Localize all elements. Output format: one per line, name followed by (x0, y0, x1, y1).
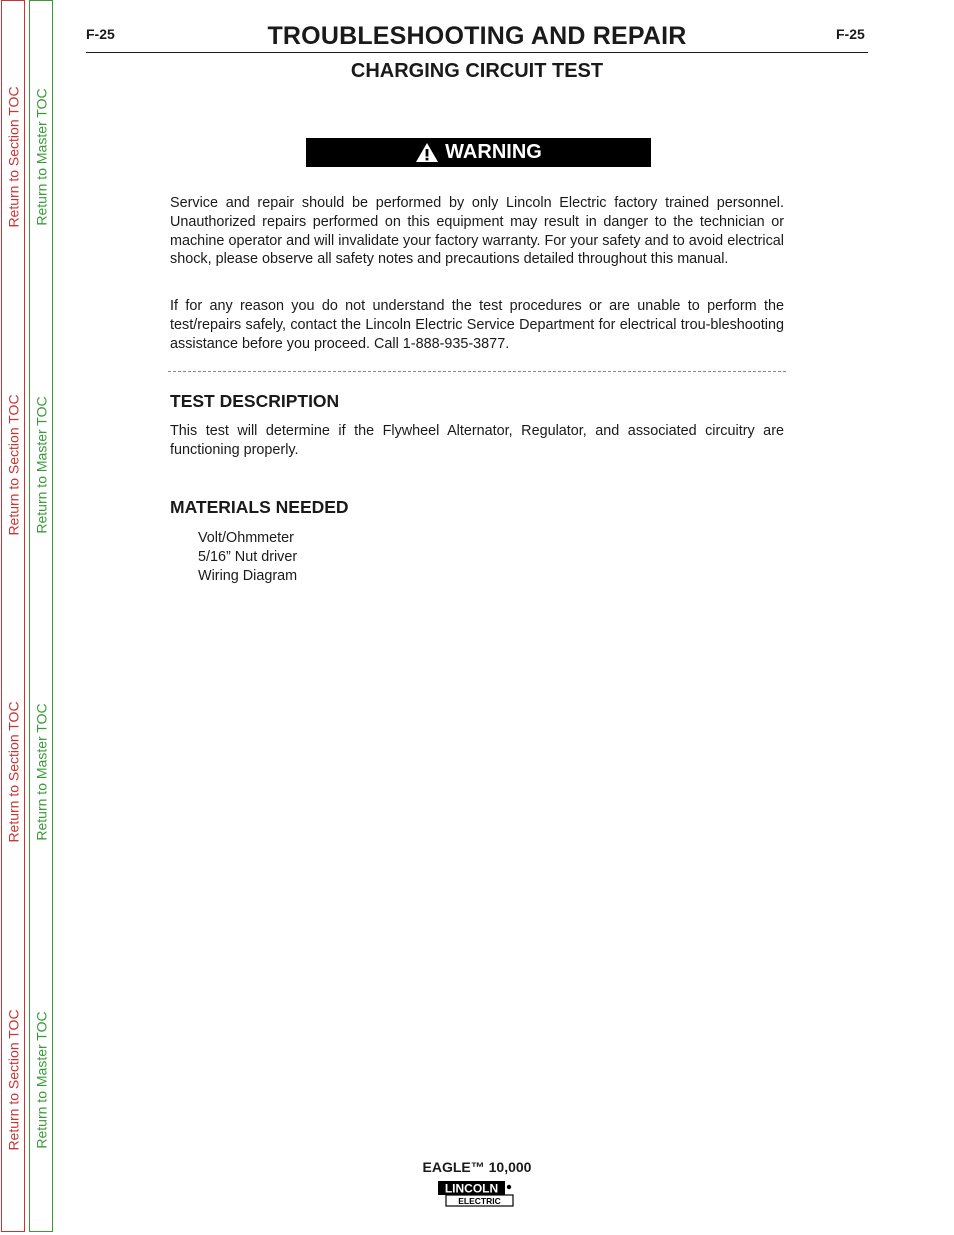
materials-list (198, 529, 297, 585)
section-toc-bar (1, 0, 25, 1232)
page-subtitle: CHARGING CIRCUIT TEST (350, 60, 604, 82)
master-toc-bar (29, 0, 53, 1232)
page-number-left: F-25 (86, 26, 115, 42)
safety-paragraph-1: Service and repair should be performed by only Lincoln Electric factory trained personnel. Unauthorized repairs performed on this equipment may result in danger to the technician or machine operator and will invalidate your factory warranty. For your safety and to avoid electrical shock, please observe all safety notes and precautions detailed throughout this manual. (170, 195, 784, 268)
materials-heading: MATERIALS NEEDED (170, 497, 349, 517)
warning-triangle-icon (415, 142, 439, 163)
safety-paragraph-2: If for any reason you do not understand the test procedures or are unable to perform the test/repairs safely, contact the Lincoln Electric Service Department for electrical trou-bleshooting assistance before you proceed. Call 1-888-935-3877. (170, 298, 784, 352)
list-item: Volt/Ohmmeter (198, 530, 294, 546)
return-to-section-toc-link[interactable]: Return to Section TOC (6, 1009, 23, 1151)
return-to-master-toc-link[interactable]: Return to Master TOC (34, 1011, 51, 1149)
section-divider (168, 371, 786, 372)
svg-text:LINCOLN: LINCOLN (444, 1181, 499, 1196)
page-number-right: F-25 (836, 26, 865, 42)
svg-text:ELECTRIC: ELECTRIC (458, 1196, 501, 1206)
header-rule (86, 52, 868, 53)
test-description-heading: TEST DESCRIPTION (170, 391, 340, 411)
list-item: 5/16” Nut driver (198, 548, 298, 565)
list-item: Wiring Diagram (198, 567, 298, 584)
return-to-section-toc-link[interactable]: Return to Section TOC (6, 394, 23, 536)
return-to-master-toc-link[interactable]: Return to Master TOC (34, 396, 51, 534)
page-title: TROUBLESHOOTING AND REPAIR (267, 22, 687, 50)
return-to-section-toc-link[interactable]: Return to Section TOC (6, 86, 23, 228)
return-to-master-toc-link[interactable]: Return to Master TOC (34, 88, 51, 226)
warning-label: WARNING (445, 141, 542, 163)
product-model: EAGLE™ 10,000 (422, 1159, 532, 1175)
test-description-text: This test will determine if the Flywheel Alternator, Regulator, and associated circuitry are functioning properly. (170, 423, 784, 458)
return-to-section-toc-link[interactable]: Return to Section TOC (6, 701, 23, 843)
return-to-master-toc-link[interactable]: Return to Master TOC (34, 703, 51, 841)
warning-banner (306, 138, 651, 167)
lincoln-electric-logo (437, 1179, 517, 1209)
